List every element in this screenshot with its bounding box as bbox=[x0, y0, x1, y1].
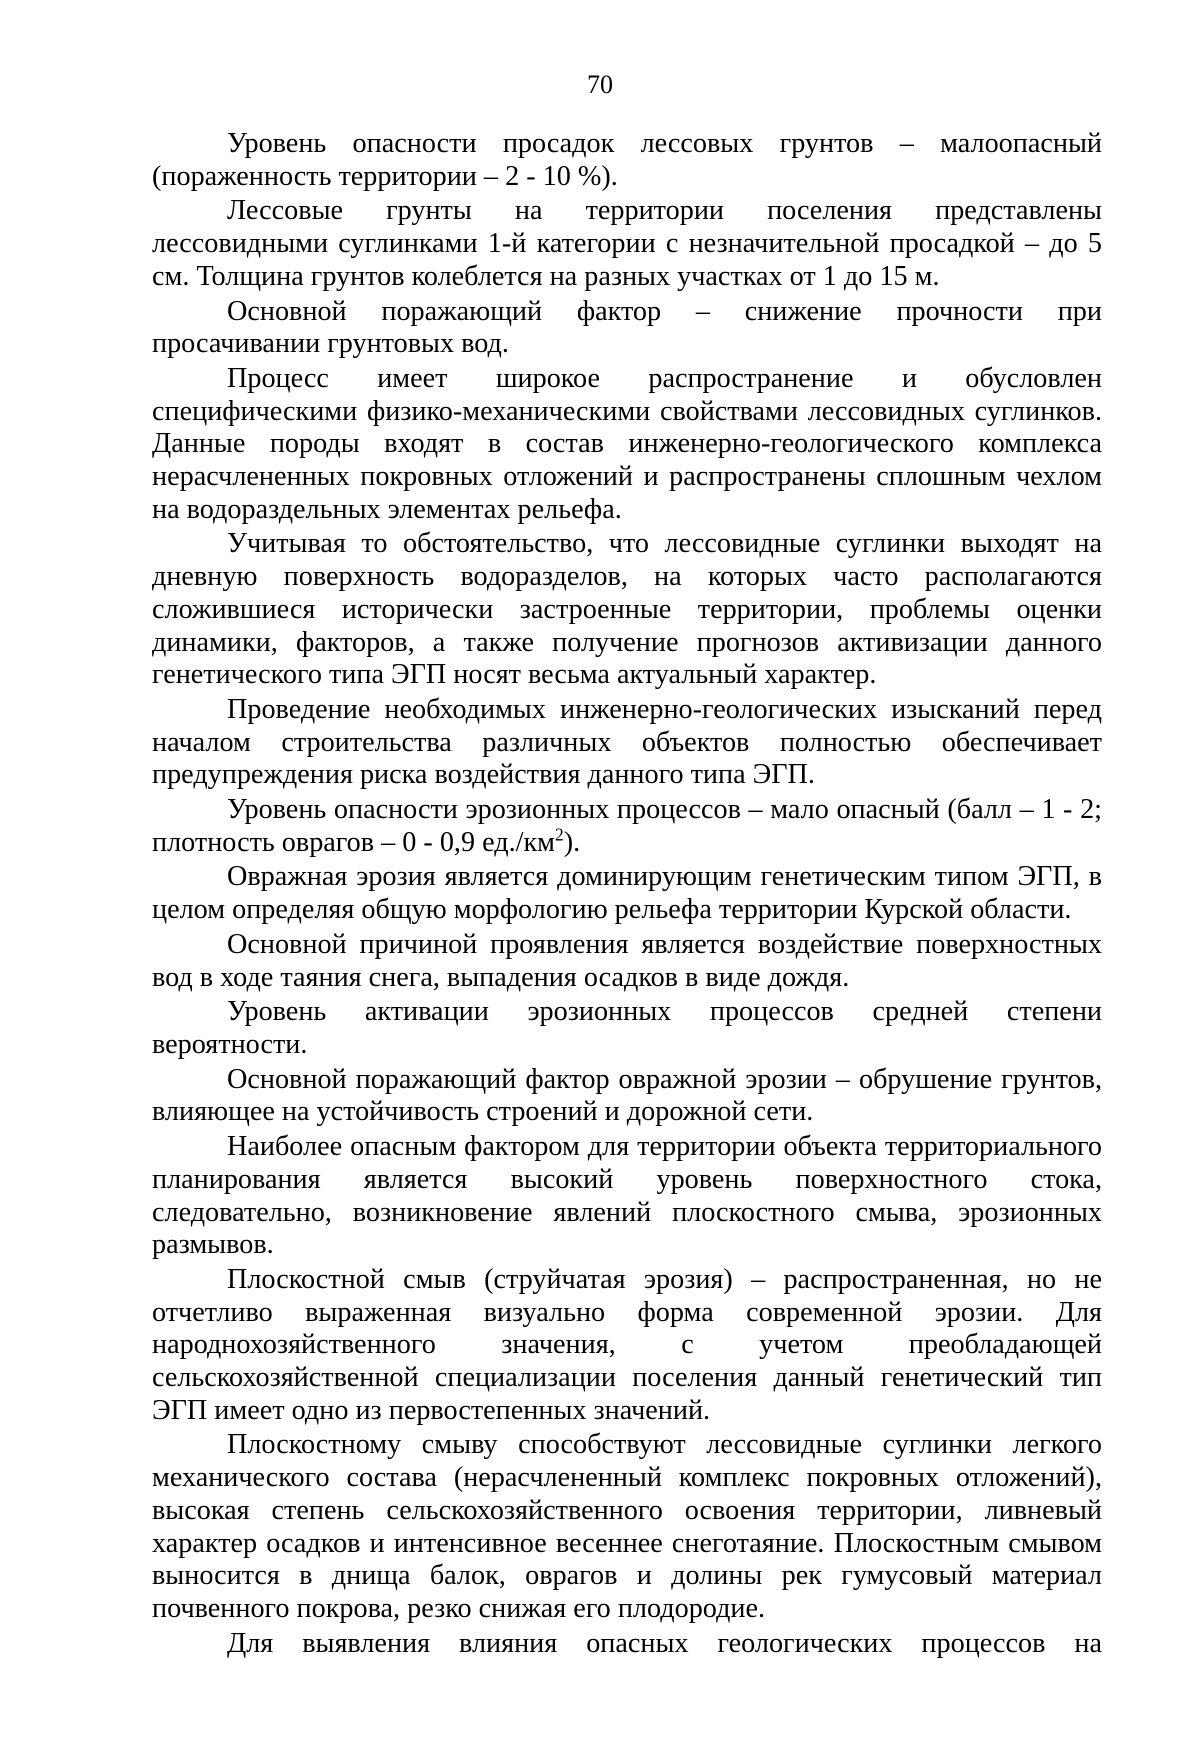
paragraph-erosion-cause: Основной причиной проявления является воздействие поверхностных вод в ходе таяния снега, выпадения осадков в виде дождя. bbox=[152, 928, 1102, 993]
paragraph-loess-damage-factor: Основной поражающий фактор – снижение прочности при просачивании грунтовых вод. bbox=[152, 295, 1102, 360]
erosion-level-text: Уровень опасности эрозионных процессов – мало опасный (балл – 1 - 2; плотность оврагов – 0 - 0,9 ед./км bbox=[152, 794, 1102, 858]
paragraph-runoff-factor: Наиболее опасным фактором для территории объекта территориального планирования является высокий уровень поверхностного стока, следовательно, возникновение явлений плоскостного смыва, эрозионных размывов. bbox=[152, 1131, 1102, 1261]
paragraph-erosion-hazard-level bbox=[152, 794, 1102, 859]
document-body bbox=[152, 128, 1102, 1662]
paragraph-erosion-activation: Уровень активации эрозионных процессов средней степени вероятности. bbox=[152, 996, 1102, 1060]
page-number: 70 bbox=[587, 70, 613, 99]
paragraph-loess-soils: Лессовые грунты на территории поселения представлены лессовидными суглинками 1-й категории с незначительной просадкой – до 5 см. Толщина грунтов колеблется на разных участках от 1 до 15 м. bbox=[152, 195, 1102, 292]
paragraph-loess-relevance: Учитывая то обстоятельство, что лессовидные суглинки выходят на дневную поверхность водоразделов, на которых часто располагаются сложившиеся исторически застроенные территории, проблемы оценки динамики, факторов, а также получение прогнозов активизации данного генетического типа ЭГП носят весьма актуальный характер. bbox=[152, 528, 1102, 691]
paragraph-loess-process: Процесс имеет широкое распространение и обусловлен специфическими физико-механическими свойствами лессовидных суглинков. Данные породы входят в состав инженерно-геологического комплекса нерасчлененных покровных отложений и распространены сплошным чехлом на водораздельных элементах рельефа. bbox=[152, 362, 1102, 525]
paragraph-final-line: Для выявления влияния опасных геологических процессов на bbox=[227, 1627, 1102, 1659]
paragraph-gully-damage-factor: Основной поражающий фактор овражной эрозии – обрушение грунтов, влияющее на устойчивость строений и дорожной сети. bbox=[152, 1063, 1102, 1128]
paragraph-gully-erosion: Овражная эрозия является доминирующим генетическим типом ЭГП, в целом определяя общую морфологию рельефа территории Курской области. bbox=[152, 861, 1102, 926]
paragraph-loess-hazard-level: Уровень опасности просадок лессовых грунтов – малоопасный (пораженность территории – 2 - 10 %). bbox=[152, 128, 1102, 192]
paragraph-sheet-wash: Плоскостной смыв (струйчатая эрозия) – распространенная, но не отчетливо выраженная визуально форма современной эрозии. Для народнохозяйственного значения, с учетом преобладающей сельскохозяйственной специализации поселения данный генетический тип ЭГП имеет одно из первостепенных значений. bbox=[152, 1263, 1102, 1426]
paragraph-sheet-wash-causes: Плоскостному смыву способствуют лессовидные суглинки легкого механического состава (нерасчлененный комплекс покровных отложений), высокая степень сельскохозяйственного освоения территории, ливневый характер осадков и интенсивное весеннее снеготаяние. Плоскостным смывом выносится в днища балок, оврагов и долины рек гумусовый материал почвенного покрова, резко снижая его плодородие. bbox=[152, 1429, 1102, 1624]
erosion-level-suffix: ). bbox=[563, 826, 581, 858]
erosion-level-superscript: 2 bbox=[555, 824, 564, 845]
paragraph-geological-surveys: Проведение необходимых инженерно-геологических изысканий перед началом строительства различных объектов полностью обеспечивает предупреждения риска воздействия данного типа ЭГП. bbox=[152, 693, 1102, 791]
